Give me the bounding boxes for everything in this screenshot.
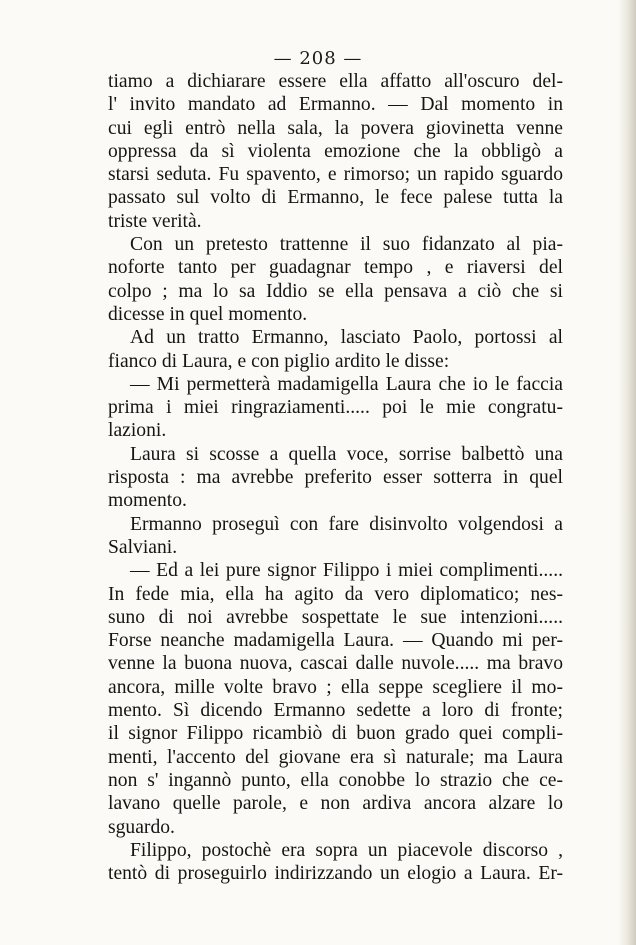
page-edge-shadow <box>618 0 636 945</box>
text-line: risposta : ma avrebbe preferito esser sotterra in quel <box>108 467 563 489</box>
text-line: non s' ingannò punto, ella conobbe lo strazio che ce- <box>108 769 563 791</box>
text-line: Con un pretesto trattenne il suo fidanzato al pia- <box>130 234 563 256</box>
text-line: venne la buona nuova, cascai dalle nuvole..... ma bravo <box>108 653 563 675</box>
text-line: — Ed a lei pure signor Filippo i miei complimenti..... <box>130 560 563 582</box>
text-line: triste verità. <box>108 210 202 232</box>
text-line: l' invito mandato ad Ermanno. — Dal momento in <box>108 94 563 116</box>
text-line: mento. Sì dicendo Ermanno sedette a loro di fronte; <box>108 700 563 722</box>
text-line: dicesse in quel momento. <box>108 303 308 325</box>
text-line: starsi seduta. Fu spavento, e rimorso; un rapido sguardo <box>108 164 563 186</box>
text-line: Filippo, postochè era sopra un piacevole discorso , <box>130 839 563 861</box>
text-line: il signor Filippo ricambiò di buon grado quei compli- <box>108 723 563 745</box>
text-line: Laura si scosse a quella voce, sorrise balbettò una <box>130 443 563 465</box>
text-line: Salviani. <box>108 536 178 558</box>
text-line: lavano quelle parole, e non ardiva ancora alzare lo <box>108 793 563 815</box>
text-line: Ad un tratto Ermanno, lasciato Paolo, portossi al <box>130 327 563 349</box>
text-line: cui egli entrò nella sala, la povera giovinetta venne <box>108 117 563 139</box>
text-line: lazioni. <box>108 420 167 442</box>
text-line: ancora, mille volte bravo ; ella seppe scegliere il mo- <box>108 676 563 698</box>
page-number: — 208 — <box>273 48 363 69</box>
text-line: Ermanno proseguì con fare disinvolto volgendosi a <box>130 513 563 535</box>
text-line: tiamo a dichiarare essere ella affatto all'oscuro del- <box>108 71 563 92</box>
text-line: noforte tanto per guadagnar tempo , e riaversi del <box>108 257 563 279</box>
text-line: fianco di Laura, e con piglio ardito le disse: <box>108 350 450 372</box>
text-line: Forse neanche madamigella Laura. — Quando mi per- <box>108 630 563 652</box>
text-line: oppressa da sì violenta emozione che la obbligò a <box>108 140 563 162</box>
text-line: momento. <box>108 490 187 512</box>
text-line: sguardo. <box>108 816 175 838</box>
text-line: passato sul volto di Ermanno, le fece palese tutta la <box>108 187 563 209</box>
text-line: colpo ; ma lo sa Iddio se ella pensava a ciò che si <box>108 280 563 302</box>
text-line: menti, l'accento del giovane era sì naturale; ma Laura <box>108 746 563 768</box>
body-text <box>108 70 563 885</box>
text-line: tentò di proseguirlo indirizzando un elogio a Laura. Er- <box>108 863 563 885</box>
text-line: — Mi permetterà madamigella Laura che io le faccia <box>130 373 563 395</box>
text-line: prima i miei ringraziamenti..... poi le mie congratu- <box>108 397 563 419</box>
text-line: suno di noi avrebbe sospettate le sue intenzioni..... <box>108 606 563 628</box>
text-line: In fede mia, ella ha agito da vero diplomatico; nes- <box>108 583 563 605</box>
